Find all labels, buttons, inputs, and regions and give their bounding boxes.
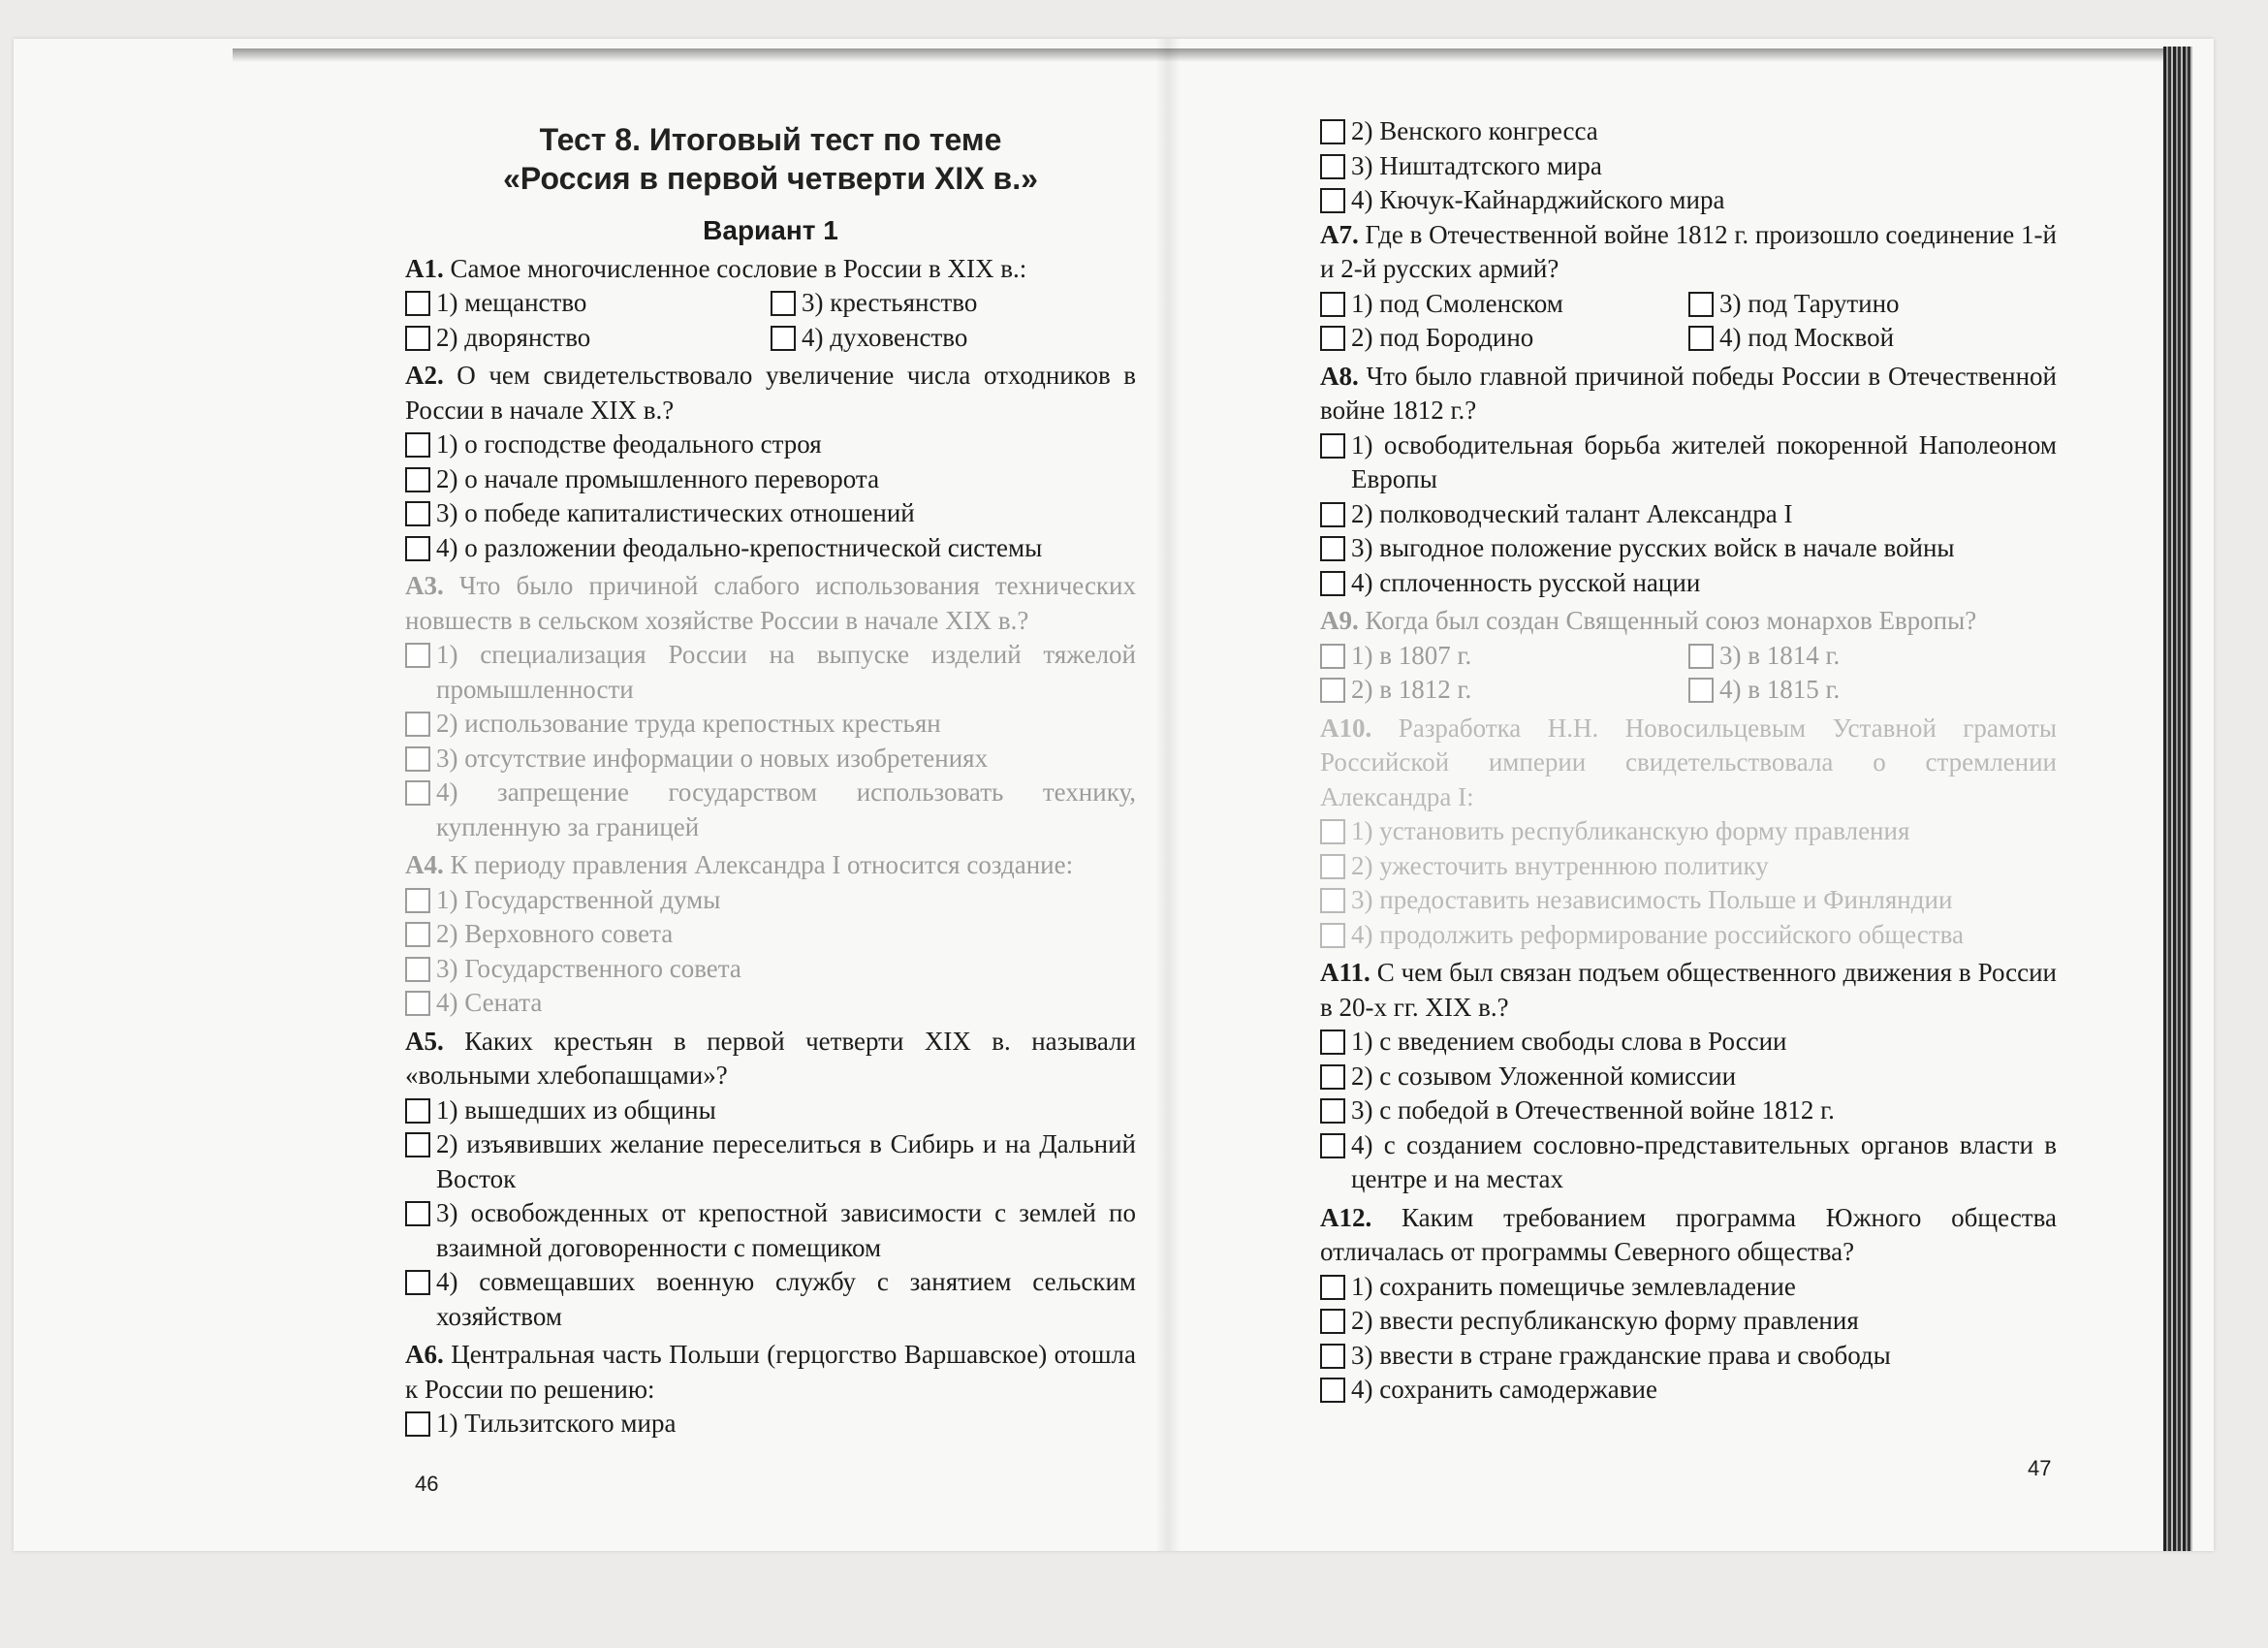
answer-checkbox[interactable] — [1320, 1309, 1345, 1334]
left-question-list — [405, 252, 1136, 1442]
answer-options — [1320, 814, 2057, 952]
answer-option-text: 3) под Тарутино — [1719, 288, 1900, 318]
answer-option — [405, 707, 1136, 742]
question-text — [405, 569, 1136, 638]
answer-checkbox[interactable] — [1320, 433, 1345, 459]
answer-option-text: 3) освобожденных от крепостной зависимости с землей по взаимной договоренности с помещиком — [436, 1198, 1136, 1262]
answer-option — [1688, 639, 2057, 674]
question-9 — [1320, 604, 2057, 708]
answer-option-text: 3) с победой в Отечественной войне 1812 г. — [1351, 1095, 1835, 1125]
answer-option — [1320, 814, 2057, 849]
answer-options — [405, 638, 1136, 844]
answer-option-text: 3) выгодное положение русских войск в начале войны — [1351, 533, 1955, 562]
answer-checkbox[interactable] — [1320, 119, 1345, 144]
answer-checkbox[interactable] — [405, 957, 430, 982]
question-12 — [1320, 1201, 2057, 1408]
question-body: К периоду правления Александра I относится создание: — [443, 850, 1074, 879]
answer-checkbox[interactable] — [1320, 854, 1345, 879]
answer-option — [405, 776, 1136, 844]
right-page — [1320, 114, 2057, 1411]
answer-checkbox[interactable] — [405, 326, 430, 351]
answer-option — [1320, 149, 2057, 184]
answer-options — [1320, 1025, 2057, 1197]
answer-option — [1688, 673, 2057, 708]
answer-option-text: 4) духовенство — [802, 322, 968, 352]
question-body: Центральная часть Польши (герцогство Варшавское) отошла к России по решению: — [405, 1340, 1136, 1404]
question-body: Каких крестьян в первой четверти XIX в. называли «вольными хлебопашцами»? — [405, 1026, 1136, 1090]
answer-checkbox[interactable] — [405, 467, 430, 492]
answer-checkbox[interactable] — [405, 643, 430, 668]
answer-option-text: 4) запрещение государством использовать технику, купленную за границей — [436, 777, 1136, 841]
answer-option — [1320, 1093, 2057, 1128]
answer-option — [405, 428, 1136, 462]
question-text — [1320, 1201, 2057, 1270]
answer-checkbox[interactable] — [405, 536, 430, 561]
answer-option — [405, 742, 1136, 776]
answer-options — [405, 1407, 1136, 1442]
answer-option — [405, 952, 1136, 987]
answer-checkbox[interactable] — [405, 501, 430, 526]
test-title-line-1: Тест 8. Итоговый тест по теме — [539, 122, 1002, 157]
question-number: А11. — [1320, 958, 1370, 987]
answer-checkbox[interactable] — [405, 1201, 430, 1226]
answer-option-text: 3) о победе капиталистических отношений — [436, 498, 915, 527]
question-body: Что было причиной слабого использования технических новшеств в сельском хозяйстве России в начале XIX в.? — [405, 571, 1136, 635]
answer-option — [1320, 1128, 2057, 1197]
a6-continued-options — [1320, 114, 2057, 218]
question-5 — [405, 1025, 1136, 1335]
answer-option — [1688, 287, 2057, 322]
answer-option-text: 2) дворянство — [436, 322, 591, 352]
answer-options — [405, 883, 1136, 1021]
answer-option — [405, 531, 1136, 566]
answer-option-text: 4) в 1815 г. — [1719, 675, 1841, 704]
answer-checkbox[interactable] — [1320, 1133, 1345, 1158]
question-1 — [405, 252, 1136, 356]
scan-shadow — [233, 48, 2171, 62]
answer-option-text: 2) полководческий талант Александра I — [1351, 498, 1793, 528]
answer-options — [405, 1093, 1136, 1335]
answer-option-text: 2) о начале промышленного переворота — [436, 463, 880, 493]
answer-option-text: 2) в 1812 г. — [1351, 675, 1472, 704]
answer-checkbox[interactable] — [405, 1270, 430, 1295]
answer-option — [1320, 1270, 2057, 1305]
answer-options — [1320, 1270, 2057, 1408]
answer-option — [405, 1196, 1136, 1265]
answer-option-text: 1) вышедших из общины — [436, 1094, 716, 1125]
question-body: Разработка Н.Н. Новосильцевым Уставной грамоты Российской империи свидетельствовала о стремлении Александра I: — [1320, 713, 2057, 811]
answer-option — [1320, 1373, 2057, 1408]
question-11 — [1320, 956, 2057, 1197]
answer-option-text: 4) Кючук-Кайнарджийского мира — [1351, 185, 1725, 214]
answer-option-text: 4) с созданием сословно-представительных органов власти в центре и на местах — [1351, 1129, 2057, 1193]
answer-option — [1320, 883, 2057, 918]
answer-option — [405, 286, 771, 321]
answer-option — [405, 462, 1136, 497]
answer-checkbox[interactable] — [405, 1411, 430, 1437]
question-2 — [405, 359, 1136, 565]
answer-option-text: 1) установить республиканскую форму правления — [1351, 816, 1910, 845]
answer-checkbox[interactable] — [1320, 819, 1345, 844]
question-8 — [1320, 360, 2057, 601]
answer-options — [405, 286, 1136, 355]
question-body: Когда был создан Священный союз монархов Европы? — [1358, 606, 1977, 635]
answer-option — [405, 1127, 1136, 1196]
answer-option — [1320, 673, 1688, 708]
answer-checkbox[interactable] — [1320, 292, 1345, 317]
test-title-line-2: «Россия в первой четверти XIX в.» — [503, 161, 1038, 196]
answer-option — [405, 986, 1136, 1021]
answer-checkbox[interactable] — [1688, 644, 1714, 669]
answer-options — [405, 428, 1136, 565]
answer-option — [1320, 114, 2057, 149]
question-6 — [405, 1338, 1136, 1442]
page-stack-edge — [2163, 47, 2192, 1551]
answer-options — [1320, 287, 2057, 356]
answer-option-text: 3) Государственного совета — [436, 953, 741, 983]
answer-checkbox[interactable] — [405, 991, 430, 1016]
answer-option-text: 4) о разложении феодально-крепостнической системы — [436, 532, 1043, 562]
variant-heading: Вариант 1 — [703, 215, 838, 245]
question-body: О чем свидетельствовало увеличение числа отходников в России в начале XIX в.? — [405, 361, 1136, 425]
answer-option-text: 3) предоставить независимость Польше и Финляндии — [1351, 885, 1953, 914]
question-body: Каким требованием программа Южного общества отличалась от программы Северного общества? — [1320, 1202, 2057, 1266]
question-text — [405, 848, 1136, 883]
answer-option — [1320, 428, 2057, 497]
answer-checkbox[interactable] — [405, 922, 430, 947]
question-text — [405, 252, 1136, 287]
answer-checkbox[interactable] — [1320, 536, 1345, 561]
question-number: А9. — [1320, 606, 1359, 635]
answer-checkbox[interactable] — [1320, 326, 1345, 351]
answer-checkbox[interactable] — [1320, 888, 1345, 913]
answer-checkbox[interactable] — [405, 712, 430, 737]
question-body: С чем был связан подъем общественного движения в России в 20-х гг. XIX в.? — [1320, 958, 2057, 1022]
question-body: Где в Отечественной войне 1812 г. произошло соединение 1-й и 2-й русских армий? — [1320, 219, 2057, 283]
answer-option-text: 2) использование труда крепостных крестьян — [436, 709, 941, 738]
answer-checkbox[interactable] — [1688, 292, 1714, 317]
answer-checkbox[interactable] — [405, 291, 430, 316]
answer-options — [1320, 639, 2057, 708]
answer-checkbox[interactable] — [405, 746, 430, 772]
question-number: А7. — [1320, 219, 1359, 249]
answer-option-text: 2) с созывом Уложенной комиссии — [1351, 1061, 1737, 1091]
answer-checkbox[interactable] — [1688, 678, 1714, 703]
answer-option — [1688, 321, 2057, 356]
question-7 — [1320, 218, 2057, 356]
answer-option-text: 2) изъявивших желание переселиться в Сибирь и на Дальний Восток — [436, 1129, 1136, 1193]
question-body: Самое многочисленное сословие в России в XIX в.: — [443, 253, 1027, 283]
answer-option — [405, 1093, 1136, 1128]
answer-option-text: 4) сплоченность русской нации — [1351, 567, 1701, 597]
answer-option — [1320, 1025, 2057, 1060]
answer-option-text: 1) мещанство — [436, 288, 587, 317]
question-text — [405, 359, 1136, 428]
answer-option — [1320, 849, 2057, 884]
answer-options — [1320, 428, 2057, 601]
answer-option-text: 1) под Смоленском — [1351, 288, 1563, 318]
answer-option — [1320, 1060, 2057, 1094]
question-text — [1320, 360, 2057, 428]
question-number: А12. — [1320, 1202, 1372, 1232]
answer-checkbox[interactable] — [1320, 1275, 1345, 1300]
answer-checkbox[interactable] — [1320, 1030, 1345, 1055]
answer-option — [1320, 531, 2057, 566]
answer-option-text: 1) освободительная борьба жителей покоренной Наполеоном Европы — [1351, 429, 2057, 493]
question-number: А10. — [1320, 713, 1372, 743]
answer-option-text: 4) Сената — [436, 988, 543, 1017]
answer-option — [405, 321, 771, 356]
answer-option-text: 1) в 1807 г. — [1351, 640, 1472, 670]
answer-option — [405, 638, 1136, 707]
answer-option — [771, 286, 1136, 321]
answer-checkbox[interactable] — [1688, 326, 1714, 351]
answer-checkbox[interactable] — [1320, 1344, 1345, 1369]
answer-option — [771, 321, 1136, 356]
answer-option — [1320, 639, 1688, 674]
answer-option-text: 2) под Бородино — [1351, 323, 1534, 352]
question-10 — [1320, 712, 2057, 953]
answer-checkbox[interactable] — [1320, 154, 1345, 179]
answer-checkbox[interactable] — [771, 326, 796, 351]
answer-checkbox[interactable] — [1320, 1378, 1345, 1403]
answer-option-text: 4) продолжить реформирование российского общества — [1351, 919, 1964, 949]
answer-option-text: 1) с введением свободы слова в России — [1351, 1027, 1787, 1056]
answer-option-text: 1) о господстве феодального строя — [436, 429, 822, 459]
answer-option-text: 2) ввести республиканскую форму правления — [1351, 1306, 1859, 1335]
answer-option-text: 3) в 1814 г. — [1719, 640, 1841, 670]
question-number: А4. — [405, 850, 444, 879]
answer-option-text: 4) сохранить самодержавие — [1351, 1375, 1657, 1404]
answer-checkbox[interactable] — [405, 888, 430, 913]
question-number: А3. — [405, 571, 444, 600]
answer-option — [405, 883, 1136, 918]
question-number: А2. — [405, 361, 444, 390]
question-text — [1320, 218, 2057, 287]
answer-option-text: 1) сохранить помещичье землевладение — [1351, 1271, 1796, 1301]
question-number: А5. — [405, 1026, 444, 1056]
answer-checkbox[interactable] — [405, 432, 430, 458]
question-text — [405, 1025, 1136, 1093]
answer-checkbox[interactable] — [1320, 502, 1345, 527]
answer-option — [1320, 183, 2057, 218]
answer-checkbox[interactable] — [1320, 1064, 1345, 1090]
test-title — [405, 120, 1136, 198]
answer-option — [1320, 566, 2057, 601]
question-4 — [405, 848, 1136, 1021]
page-number-left: 46 — [415, 1472, 439, 1496]
answer-option — [1320, 918, 2057, 953]
answer-checkbox[interactable] — [1320, 1098, 1345, 1124]
answer-option-text: 1) Государственной думы — [436, 884, 721, 914]
question-text — [405, 1338, 1136, 1407]
answer-option-text: 1) специализация России на выпуске изделий тяжелой промышленности — [436, 640, 1136, 704]
answer-option-text: 3) отсутствие информации о новых изобретениях — [436, 743, 989, 773]
question-number: А6. — [405, 1340, 444, 1369]
answer-checkbox[interactable] — [405, 1132, 430, 1157]
answer-option-text: 3) крестьянство — [802, 288, 978, 317]
question-3 — [405, 569, 1136, 844]
answer-option-text: 4) под Москвой — [1719, 323, 1895, 352]
question-text — [1320, 604, 2057, 639]
answer-option — [405, 917, 1136, 952]
answer-checkbox[interactable] — [1320, 571, 1345, 596]
answer-option-text: 3) ввести в стране гражданские права и свободы — [1351, 1340, 1891, 1370]
page-fold — [1155, 39, 1181, 1551]
answer-option — [405, 496, 1136, 531]
answer-option — [1320, 287, 1688, 322]
answer-option — [1320, 497, 2057, 532]
left-page — [405, 116, 1136, 1445]
answer-option-text: 4) совмещавших военную службу с занятием сельским хозяйством — [436, 1267, 1136, 1331]
answer-option — [405, 1407, 1136, 1442]
question-text — [1320, 956, 2057, 1025]
question-number: А1. — [405, 253, 444, 283]
answer-checkbox[interactable] — [405, 780, 430, 806]
answer-checkbox[interactable] — [771, 291, 796, 316]
right-question-list — [1320, 218, 2057, 1408]
answer-checkbox[interactable] — [405, 1098, 430, 1124]
answer-checkbox[interactable] — [1320, 678, 1345, 703]
answer-option-text: 2) Верховного совета — [436, 919, 674, 948]
answer-checkbox[interactable] — [1320, 188, 1345, 213]
answer-option — [1320, 1304, 2057, 1339]
answer-option-text: 1) Тильзитского мира — [436, 1409, 677, 1438]
answer-option — [405, 1265, 1136, 1334]
question-text — [1320, 712, 2057, 815]
answer-option-text: 3) Ништадтского мира — [1351, 150, 1602, 180]
answer-option-text: 2) Венского конгресса — [1351, 116, 1598, 145]
answer-option — [1320, 1339, 2057, 1374]
answer-checkbox[interactable] — [1320, 644, 1345, 669]
page-number-right: 47 — [2028, 1456, 2052, 1480]
answer-checkbox[interactable] — [1320, 923, 1345, 948]
answer-option-text: 2) ужесточить внутреннюю политику — [1351, 850, 1769, 880]
question-body: Что было главной причиной победы России в Отечественной войне 1812 г.? — [1320, 361, 2057, 425]
question-number: А8. — [1320, 361, 1359, 391]
answer-option — [1320, 321, 1688, 356]
